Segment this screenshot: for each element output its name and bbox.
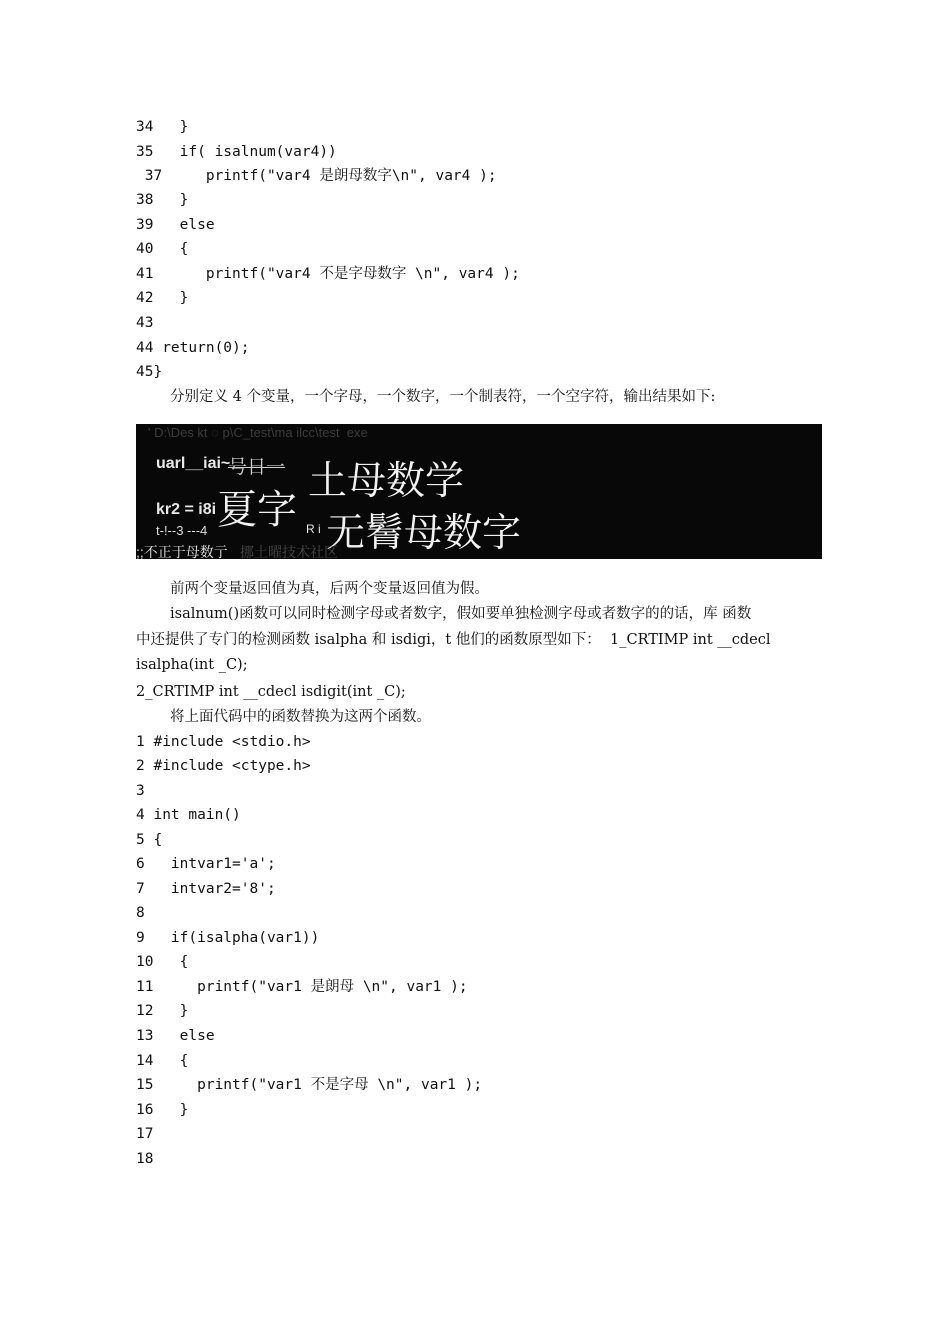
code-line: 8 <box>136 905 145 921</box>
watermark-text: 挪土曜技术社区 <box>240 544 338 560</box>
code-line: 12 } <box>136 1003 189 1019</box>
code-line: 2 #include <ctype.h> <box>136 758 311 774</box>
code-line: 34 } <box>136 119 189 135</box>
code-line: 16 } <box>136 1102 189 1118</box>
console-line: t-!--3 ---4 <box>156 523 208 538</box>
paragraph: isalpha(int _C); <box>136 657 248 673</box>
code-line: 44 return(0); <box>136 340 250 356</box>
code-line: 6 intvar1='a'; <box>136 856 276 872</box>
code-line: 39 else <box>136 217 215 233</box>
code-line: 5 { <box>136 832 163 848</box>
code-line: 37 printf("var4 是朗母数字\n", var4 ); <box>136 168 497 184</box>
console-line: ;;不正于母数亍 <box>136 544 228 560</box>
paragraph: 前两个变量返回值为真，后两个变量返回值为假。 <box>170 581 489 597</box>
code-line: 10 { <box>136 954 189 970</box>
code-line: 14 { <box>136 1053 189 1069</box>
console-path: ' D:\Des kt ◌ p\C_test\ma ilcc\test exe <box>148 425 368 440</box>
code-line: 15 printf("var1 不是字母 \n", var1 ); <box>136 1077 483 1093</box>
code-line: 43 <box>136 315 154 331</box>
code-line: 7 intvar2='8'; <box>136 881 276 897</box>
code-line: 45} <box>136 364 163 380</box>
paragraph: 分别定义 4 个变量，一个字母，一个数字，一个制表符，一个空字符，输出结果如下: <box>170 389 716 405</box>
code-line: 18 <box>136 1151 154 1167</box>
code-line: 3 <box>136 783 145 799</box>
code-line: 1 #include <stdio.h> <box>136 734 311 750</box>
console-big-text: 夏字 <box>217 488 297 532</box>
paragraph: 中还提供了专门的检测函数 isalpha 和 isdigi，t 他们的函数原型如下： 1_CRTIMP int __cdecl <box>136 632 771 648</box>
console-line: kr2 = i8i <box>156 501 217 518</box>
console-line: 号日一 <box>228 457 286 478</box>
code-line: 4 int main() <box>136 807 241 823</box>
console-output-image <box>136 424 822 559</box>
code-line: 35 if( isalnum(var4)) <box>136 144 337 160</box>
paragraph: 2_CRTIMP int __cdecl isdigit(int _C); <box>136 684 406 700</box>
console-big-text: 无鬌母数字 <box>326 512 522 555</box>
code-line: 9 if(isalpha(var1)) <box>136 930 320 946</box>
code-line: 42 } <box>136 290 189 306</box>
paragraph: 将上面代码中的函数替换为这两个函数。 <box>170 709 431 725</box>
code-line: 11 printf("var1 是朗母 \n", var1 ); <box>136 979 468 995</box>
code-line: 13 else <box>136 1028 215 1044</box>
console-line: R i <box>306 522 321 536</box>
code-line: 40 { <box>136 241 189 257</box>
console-big-text: 土母数学 <box>308 460 465 503</box>
paragraph: isalnum()函数可以同时检测字母或者数字，假如要单独检测字母或者数字的的话，库 函数 <box>170 606 752 622</box>
code-line: 38 } <box>136 192 189 208</box>
code-line: 17 <box>136 1126 154 1142</box>
console-line: uarl__iai~ <box>156 455 231 472</box>
code-line: 41 printf("var4 不是字母数字 \n", var4 ); <box>136 266 520 282</box>
